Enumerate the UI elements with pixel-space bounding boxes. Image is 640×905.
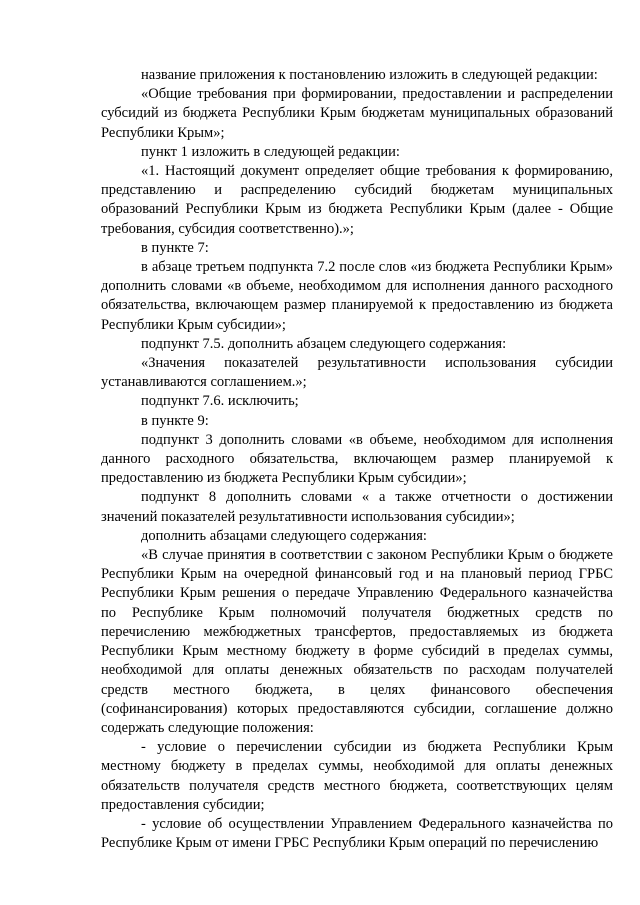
- document-page: [101, 66, 613, 853]
- paragraph-9: подпункт 7.6. исключить;: [141, 393, 299, 410]
- paragraph-8: «Значения показателей результативности использования субсидии устанавливаются соглашением.»;: [101, 355, 613, 391]
- paragraph-1: название приложения к постановлению изложить в следующей редакции:: [141, 67, 598, 83]
- paragraph-13: дополнить абзацами следующего содержания:: [141, 527, 427, 544]
- paragraph-2: «Общие требования при формировании, предоставлении и распределении субсидий из бюджета Республики Крым бюджетам муниципальных образований Республики Крым»;: [101, 86, 613, 141]
- paragraph-3: пункт 1 изложить в следующей редакции:: [141, 143, 400, 160]
- paragraph-14: «В случае принятия в соответствии с законом Республики Крым о бюджете Республики Крым на очередной финансовый год и на плановый период ГРБС Республики Крым решения о передаче Управлению Федерального казначейства по Республике Крым полномочий получателя бюджетных средств по перечислению межбюджетных трансфертов, предоставляемых из бюджета Республики Крым местному бюджету в форме субсидий в пределах суммы, необходимой для оплаты денежных обязательств по расходам получателей средств местного бюджета, в целях финансового обеспечения (софинансирования) которых предоставляются субсидии, соглашение должно содержать следующие положения:: [101, 547, 613, 736]
- paragraph-10: в пункте 9:: [141, 412, 209, 429]
- paragraph-16: - условие об осуществлении Управлением Федерального казначейства по Республике Крым от имени ГРБС Республики Крым операций по перечислению: [101, 815, 613, 852]
- paragraph-15: - условие о перечислении субсидии из бюджета Республики Крым местному бюджету в пределах суммы, необходимой для оплаты денежных обязательств получателя средств местного бюджета, соответствующих целям предоставления субсидии;: [101, 739, 613, 813]
- paragraph-7: подпункт 7.5. дополнить абзацем следующего содержания:: [141, 335, 507, 352]
- paragraph-12: подпункт 8 дополнить словами « а также отчетности о достижении значений показателей результативности использования субсидии»;: [101, 489, 613, 525]
- paragraph-5: в пункте 7:: [141, 239, 209, 256]
- paragraph-11: подпункт 3 дополнить словами «в объеме, необходимом для исполнения данного расходного обязательства, включающем размер планируемой к предоставлению из бюджета Республики Крым субсидии»;: [101, 431, 613, 487]
- paragraph-4: «1. Настоящий документ определяет общие требования к формированию, представлению и распределению субсидий бюджетам муниципальных образований Республики Крым из бюджета Республики Крым (далее - Общие требования, субсидия соответственно).»;: [101, 163, 613, 237]
- paragraph-6: в абзаце третьем подпункта 7.2 после слов «из бюджета Республики Крым» дополнить словами «в объеме, необходимом для исполнения данного расходного обязательства, включающем размер планируемой к предоставлению из бюджета Республики Крым субсидии»;: [101, 259, 613, 333]
